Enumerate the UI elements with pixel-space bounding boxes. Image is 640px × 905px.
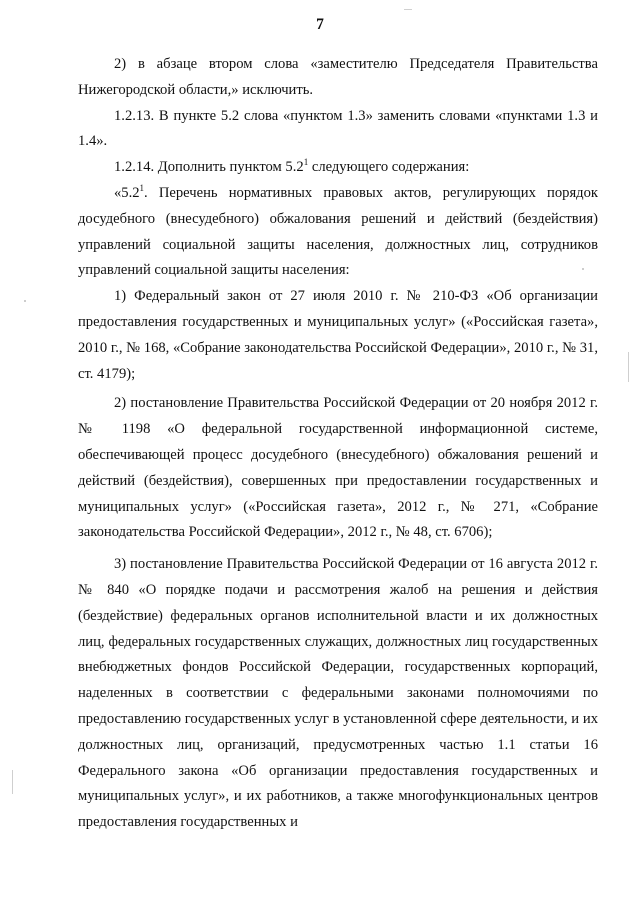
paragraph-item-2: 2) в абзаце втором слова «заместителю Председателя Правительства Нижегородской области,» исключить.	[78, 56, 598, 98]
paragraph-1-2-14-tail: следующего содержания:	[308, 159, 470, 176]
scan-speck	[404, 9, 412, 10]
list-item-resolution-840: 3) постановление Правительства Российской Федерации от 16 августа 2012 г. № 840 «О порядке подачи и рассмотрения жалоб на решения и действия (бездействие) федеральных органов исполнительной власти и их должностных лиц, федеральных государственных служащих, должностных лиц государственных внебюджетных фондов Российской Федерации, государственных корпораций, наделенных в соответствии с федеральными законами полномочиями по предоставлению государственных услуг в установленной сфере деятельности, и их должностных лиц, организаций, предусмотренных частью 1.1 статьи 16 Федерального закона «Об организации предоставления государственных и муниципальных услуг», и их работников, а также многофункциональных центров предоставления государственных и	[78, 556, 598, 831]
superscript-index: 1	[139, 182, 145, 193]
scan-speck	[582, 268, 584, 270]
paragraph-1-2-14	[78, 155, 598, 181]
page-number: 7	[316, 16, 324, 33]
paragraph-5-2-1-lead: «5.2	[114, 184, 140, 201]
superscript-index: 1	[303, 157, 309, 168]
paragraph-1-2-14-lead: 1.2.14. Дополнить пунктом 5.2	[114, 159, 304, 176]
scan-edge-mark	[628, 352, 629, 382]
document-body	[78, 52, 598, 836]
list-item-resolution-1198: 2) постановление Правительства Российской Федерации от 20 ноября 2012 г. № 1198 «О федеральной государственной информационной системе, обеспечивающей процесс досудебного (внесудебного) обжалования решений и действий (бездействия), совершенных при предоставлении государственных и муниципальных услуг» («Российская газета», 2012 г., № 271, «Собрание законодательства Российской Федерации», 2012 г., № 48, ст. 6706);	[78, 395, 598, 541]
paragraph-1-2-13: 1.2.13. В пункте 5.2 слова «пунктом 1.3» заменить словами «пунктами 1.3 и 1.4».	[78, 107, 598, 150]
scan-edge-mark	[12, 770, 13, 794]
list-item-federal-law: 1) Федеральный закон от 27 июля 2010 г. № 210-ФЗ «Об организации предоставления государственных и муниципальных услуг» («Российская газета», 2010 г., № 168, «Собрание законодательства Российской Федерации», 2010 г., № 31, ст. 4179);	[78, 288, 598, 382]
scan-speck	[24, 300, 26, 302]
paragraph-5-2-1-heading	[78, 181, 598, 284]
paragraph-5-2-1-tail: . Перечень нормативных правовых актов, регулирующих порядок досудебного (внесудебного) обжалования решений и действий (бездействия) управлений социальной защиты населения, должностных лиц, сотрудников управлений социальной защиты населения:	[78, 184, 598, 279]
